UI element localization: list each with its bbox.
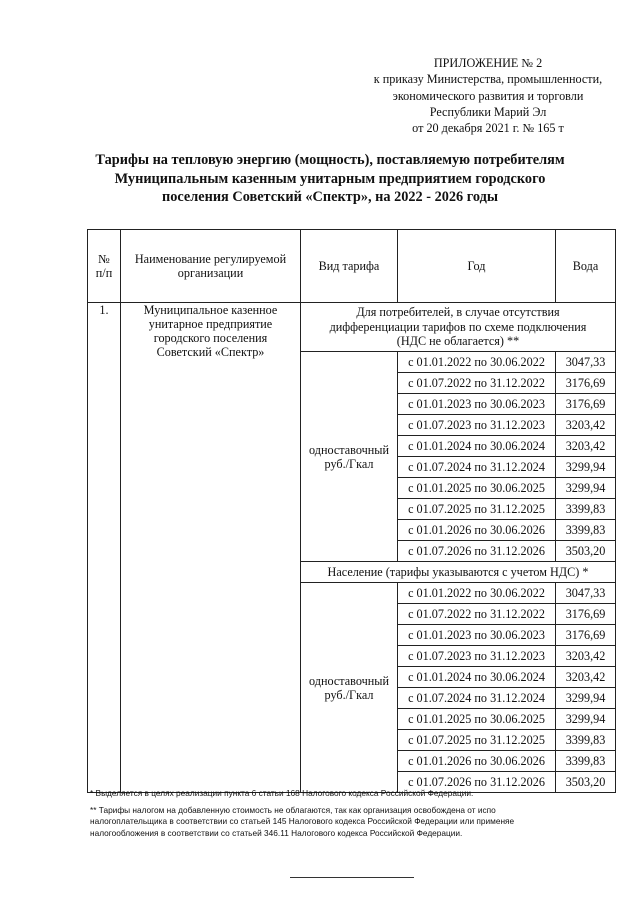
water-tariff-value: 3176,69 xyxy=(556,625,616,646)
table-header-row xyxy=(88,230,616,303)
water-tariff-value: 3299,94 xyxy=(556,709,616,730)
tariff-period: с 01.07.2023 по 31.12.2023 xyxy=(398,415,556,436)
row-number: 1. xyxy=(88,303,121,793)
tariff-period: с 01.07.2023 по 31.12.2023 xyxy=(398,646,556,667)
appendix-header xyxy=(360,55,616,136)
footnote-vat: * Выделяется в целях реализации пункта 6 статьи 168 Налогового кодекса Российской Федерации. xyxy=(90,788,474,798)
tariff-period: с 01.07.2022 по 31.12.2022 xyxy=(398,604,556,625)
water-tariff-value: 3299,94 xyxy=(556,478,616,499)
tariff-rate-type-line: одноставочный xyxy=(309,673,389,688)
tariff-period: с 01.07.2025 по 31.12.2025 xyxy=(398,499,556,520)
tariff-rate-type xyxy=(301,352,398,562)
water-tariff-value: 3399,83 xyxy=(556,730,616,751)
water-tariff-value: 3503,20 xyxy=(556,541,616,562)
tariff-period: с 01.01.2026 по 30.06.2026 xyxy=(398,751,556,772)
header-organization-line: Наименование регулируемой xyxy=(134,252,287,266)
title-line: Муниципальным казенным унитарным предприятием городского xyxy=(114,170,546,187)
tariff-period: с 01.07.2024 по 31.12.2024 xyxy=(398,457,556,478)
header-water: Вода xyxy=(556,230,616,303)
tariff-period: с 01.07.2026 по 31.12.2026 xyxy=(398,772,556,793)
header-tariff-type: Вид тарифа xyxy=(301,230,398,303)
document-title xyxy=(60,151,600,207)
tariff-period: с 01.01.2024 по 30.06.2024 xyxy=(398,436,556,457)
water-tariff-value: 3047,33 xyxy=(556,583,616,604)
tariff-table xyxy=(87,229,616,793)
water-tariff-value: 3203,42 xyxy=(556,436,616,457)
footnote-exempt-line: налогообложения в соответствии со статьей 346.11 Налогового кодекса Российской Федерации. xyxy=(90,827,463,838)
header-year: Год xyxy=(398,230,556,303)
water-tariff-value: 3176,69 xyxy=(556,373,616,394)
header-number xyxy=(88,230,121,303)
water-tariff-value: 3176,69 xyxy=(556,604,616,625)
water-tariff-value: 3399,83 xyxy=(556,499,616,520)
water-tariff-value: 3299,94 xyxy=(556,688,616,709)
header-organization xyxy=(121,230,301,303)
consumer-group-heading xyxy=(301,303,616,352)
footnote-exempt-line: налогоплательщика в соответствии со статьей 145 Налогового кодекса Российской Федерации или применяе xyxy=(90,816,515,827)
consumer-group-heading-line: дифференциации тарифов по схеме подключения xyxy=(329,319,587,334)
appendix-line: Республики Марий Эл xyxy=(429,104,547,119)
water-tariff-value: 3203,42 xyxy=(556,667,616,688)
consumer-group-heading-line: Для потребителей, в случае отсутствия xyxy=(356,305,560,320)
title-line: поселения Советский «Спектр», на 2022 - 2026 годы xyxy=(161,189,499,206)
consumer-group-heading-line: (НДС не облагается) ** xyxy=(396,334,520,349)
appendix-line: экономического развития и торговли xyxy=(392,88,584,103)
water-tariff-value: 3503,20 xyxy=(556,772,616,793)
tariff-period: с 01.07.2022 по 31.12.2022 xyxy=(398,373,556,394)
water-tariff-value: 3399,83 xyxy=(556,751,616,772)
organization-name xyxy=(121,303,301,793)
tariff-rate-type xyxy=(301,583,398,793)
tariff-period: с 01.07.2025 по 31.12.2025 xyxy=(398,730,556,751)
water-tariff-value: 3203,42 xyxy=(556,646,616,667)
water-tariff-value: 3299,94 xyxy=(556,457,616,478)
tariff-period: с 01.01.2022 по 30.06.2022 xyxy=(398,352,556,373)
tariff-period: с 01.07.2026 по 31.12.2026 xyxy=(398,541,556,562)
tariff-period: с 01.01.2022 по 30.06.2022 xyxy=(398,583,556,604)
organization-name-line: городского поселения xyxy=(153,331,268,345)
tariff-rate-type-line: руб./Гкал xyxy=(324,456,374,471)
tariff-period: с 01.01.2025 по 30.06.2025 xyxy=(398,478,556,499)
footnote-exempt-line: ** Тарифы налогом на добавленную стоимость не облагаются, так как организация освобождена от испо xyxy=(90,805,496,816)
organization-name-line: Советский «Спектр» xyxy=(156,345,265,359)
tariff-period: с 01.01.2025 по 30.06.2025 xyxy=(398,709,556,730)
group-heading-row xyxy=(88,303,616,352)
tariff-period: с 01.01.2023 по 30.06.2023 xyxy=(398,394,556,415)
consumer-group-heading xyxy=(301,562,616,583)
water-tariff-value: 3203,42 xyxy=(556,415,616,436)
water-tariff-value: 3176,69 xyxy=(556,394,616,415)
tariff-period: с 01.01.2024 по 30.06.2024 xyxy=(398,667,556,688)
tariff-period: с 01.01.2026 по 30.06.2026 xyxy=(398,520,556,541)
water-tariff-value: 3047,33 xyxy=(556,352,616,373)
consumer-group-heading-line: Население (тарифы указываются с учетом НДС) * xyxy=(327,564,589,579)
appendix-line: от 20 декабря 2021 г. № 165 т xyxy=(412,121,564,136)
tariff-period: с 01.01.2023 по 30.06.2023 xyxy=(398,625,556,646)
water-tariff-value: 3399,83 xyxy=(556,520,616,541)
header-number-line: № xyxy=(98,252,110,266)
tariff-rate-type-line: руб./Гкал xyxy=(324,687,374,702)
title-line: Тарифы на тепловую энергию (мощность), поставляемую потребителям xyxy=(95,152,565,168)
tariff-period: с 01.07.2024 по 31.12.2024 xyxy=(398,688,556,709)
tariff-rate-type-line: одноставочный xyxy=(309,442,389,457)
header-organization-line: организации xyxy=(177,266,244,280)
footnotes xyxy=(90,788,624,839)
footer-divider xyxy=(290,877,414,878)
organization-name-line: унитарное предприятие xyxy=(148,317,273,331)
organization-name-line: Муниципальное казенное xyxy=(143,303,278,317)
appendix-line: к приказу Министерства, промышленности, xyxy=(373,72,603,87)
header-number-line: п/п xyxy=(95,266,113,280)
appendix-line: ПРИЛОЖЕНИЕ № 2 xyxy=(433,56,543,70)
